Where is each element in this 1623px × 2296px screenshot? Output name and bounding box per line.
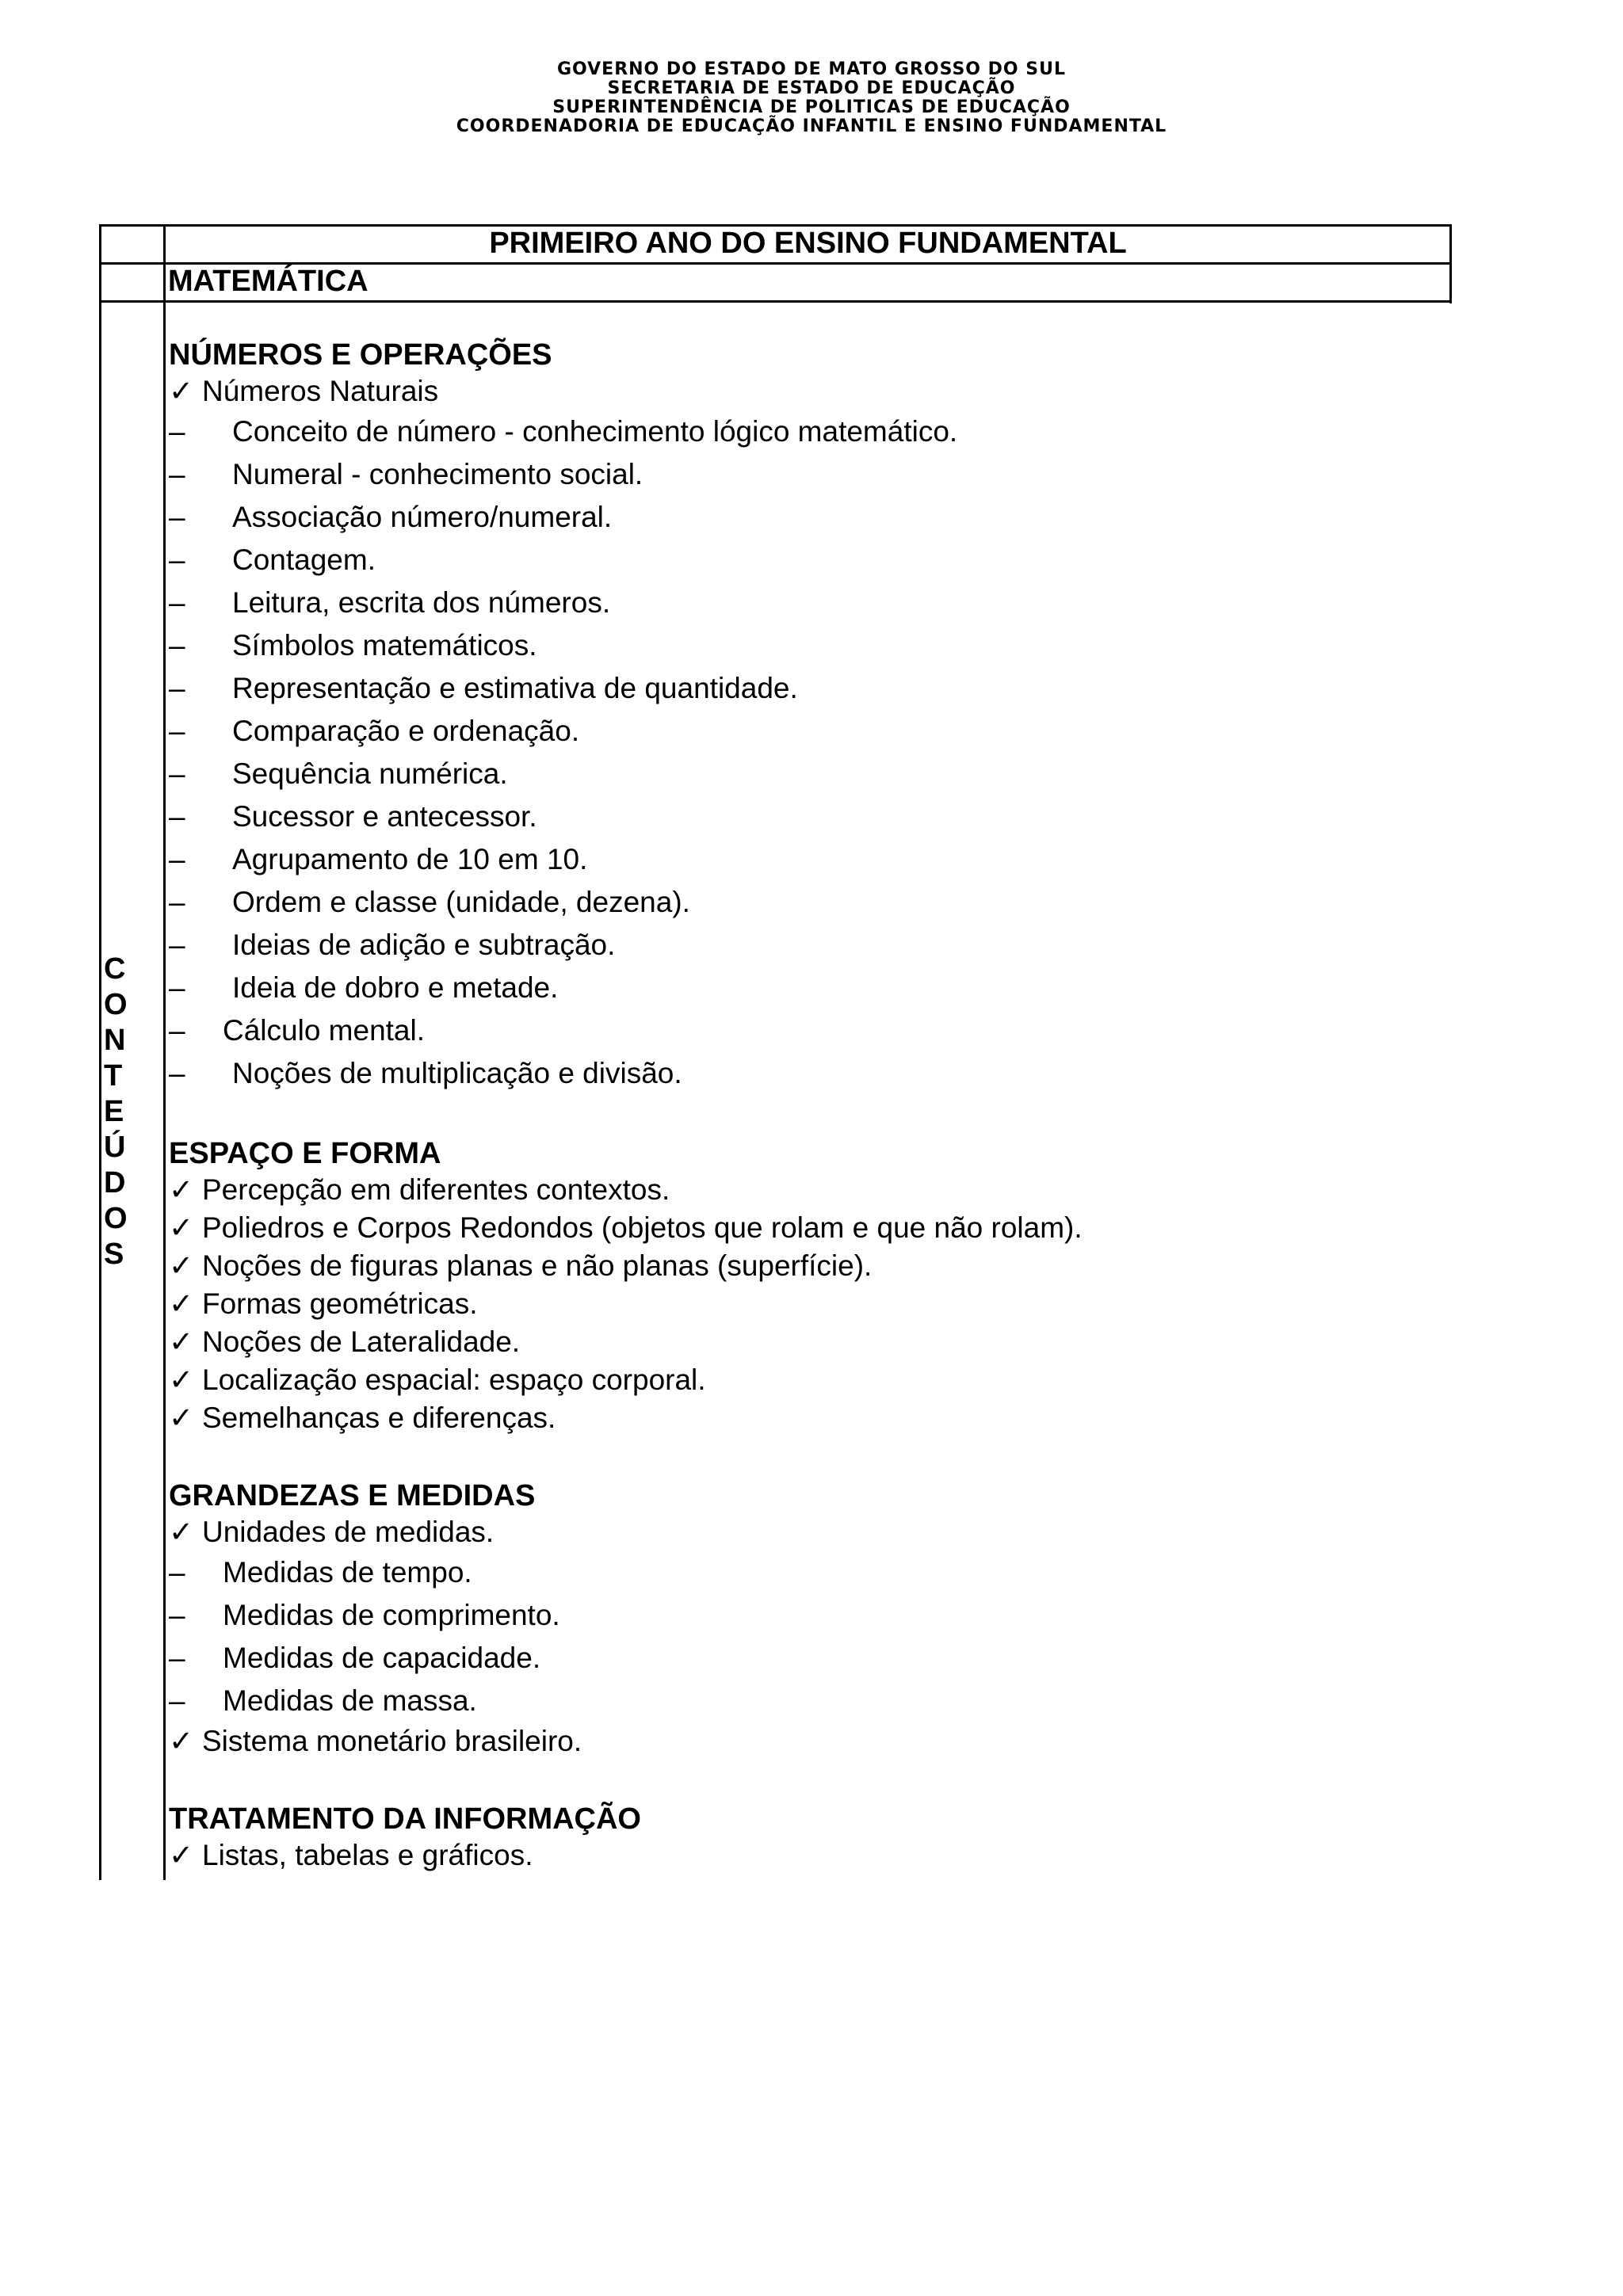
dash-icon: – [169,929,185,961]
subject-heading: MATEMÁTICA [168,265,369,298]
check-icon: ✓ [169,1325,194,1358]
dash-icon: – [169,1642,185,1674]
dash-icon: – [169,715,185,747]
section-title-tratamento: TRATAMENTO DA INFORMAÇÃO [169,1802,641,1836]
check-icon: ✓ [169,375,194,407]
dash-icon: – [169,672,185,704]
check-item [169,372,1437,410]
item-text: Cálculo mental. [223,1014,426,1047]
check-item [169,1513,1437,1551]
dash-icon: – [169,800,185,833]
dash-icon: – [169,586,185,619]
dash-item [169,1052,1437,1095]
check-item [169,1209,1437,1247]
side-letter: S [104,1238,124,1271]
check-icon: ✓ [169,1839,194,1871]
dash-icon: – [169,843,185,875]
item-text: Noções de figuras planas e não planas (superfície). [202,1249,873,1282]
dash-icon: – [169,1599,185,1631]
dash-item [169,924,1437,967]
dash-item [169,624,1437,667]
item-text: Unidades de medidas. [202,1516,495,1548]
item-text: Numeral - conhecimento social. [232,458,643,490]
letterhead-line: GOVERNO DO ESTADO DE MATO GROSSO DO SUL [556,59,1067,79]
check-icon: ✓ [169,1516,194,1548]
item-text: Medidas de capacidade. [223,1642,541,1674]
side-letter: N [104,1024,126,1057]
item-text: Formas geométricas. [202,1287,478,1320]
item-text: Listas, tabelas e gráficos. [202,1839,533,1871]
check-icon: ✓ [169,1402,194,1434]
item-text: Medidas de comprimento. [223,1599,560,1631]
table-row-divider [99,300,1452,303]
side-letter: C [104,952,126,986]
item-text: Sucessor e antecessor. [232,800,537,833]
side-label-conteudos [104,952,159,1272]
check-icon: ✓ [169,1363,194,1396]
letterhead-line: COORDENADORIA DE EDUCAÇÃO INFANTIL E ENSINO FUNDAMENTAL [456,116,1167,136]
curriculum-table [99,224,1452,1880]
dash-icon: – [169,501,185,533]
item-text: Associação número/numeral. [232,501,613,533]
item-text: Contagem. [232,543,376,576]
letterhead-line: SUPERINTENDÊNCIA DE POLITICAS DE EDUCAÇÃO [552,97,1071,117]
check-icon: ✓ [169,1211,194,1244]
dash-item [169,795,1437,838]
check-item [169,1171,1437,1209]
dash-icon: – [169,1684,185,1717]
check-item [169,1285,1437,1323]
dash-item [169,1637,1437,1680]
item-text: Sistema monetário brasileiro. [202,1725,582,1757]
item-text: Noções de Lateralidade. [202,1325,521,1358]
side-letter: Ú [104,1131,126,1164]
dash-icon: – [169,415,185,448]
dash-item [169,838,1437,881]
item-text: Comparação e ordenação. [232,715,580,747]
section-title-numeros: NÚMEROS E OPERAÇÕES [169,338,552,372]
dash-icon: – [169,971,185,1004]
dash-item [169,1009,1437,1052]
check-item [169,1323,1437,1361]
dash-item [169,1680,1437,1722]
item-text: Ideias de adição e subtração. [232,929,616,961]
dash-icon: – [169,1014,185,1047]
check-item [169,1361,1437,1399]
section-title-grandezas: GRANDEZAS E MEDIDAS [169,1479,536,1512]
check-icon: ✓ [169,1249,194,1282]
check-item [169,1836,1437,1875]
dash-icon: – [169,458,185,490]
side-letter: O [104,1202,128,1235]
content-list [169,338,1437,1875]
item-text: Localização espacial: espaço corporal. [202,1363,706,1396]
item-text: Agrupamento de 10 em 10. [232,843,588,875]
item-text: Medidas de tempo. [223,1556,472,1589]
side-letter: E [104,1095,124,1128]
item-text: Números Naturais [202,375,439,407]
side-letter: O [104,988,128,1021]
table-left-border [99,224,101,1880]
section-title-espaco: ESPAÇO E FORMA [169,1137,441,1170]
side-letter: T [104,1059,123,1093]
item-text: Medidas de massa. [223,1684,477,1717]
check-icon: ✓ [169,1173,194,1206]
item-text: Semelhanças e diferenças. [202,1402,556,1434]
letterhead-line: SECRETARIA DE ESTADO DE EDUCAÇÃO [607,78,1016,98]
item-text: Poliedros e Corpos Redondos (objetos que rolam e que não rolam). [202,1211,1083,1244]
check-item [169,1399,1437,1437]
check-icon: ✓ [169,1725,194,1757]
item-text: Percepção em diferentes contextos. [202,1173,670,1206]
dash-item [169,496,1437,539]
item-text: Sequência numérica. [232,757,508,790]
dash-item [169,1551,1437,1594]
check-item [169,1247,1437,1285]
item-text: Leitura, escrita dos números. [232,586,611,619]
item-text: Símbolos matemáticos. [232,629,537,662]
dash-icon: – [169,1057,185,1089]
dash-icon: – [169,629,185,662]
dash-item [169,539,1437,582]
check-icon: ✓ [169,1287,194,1320]
dash-item [169,410,1437,453]
item-text: Ordem e classe (unidade, dezena). [232,886,690,918]
item-text: Representação e estimativa de quantidade. [232,672,798,704]
dash-item [169,667,1437,710]
dash-icon: – [169,886,185,918]
table-column-divider [163,224,166,1880]
dash-item [169,753,1437,795]
table-title: PRIMEIRO ANO DO ENSINO FUNDAMENTAL [489,227,1127,260]
item-text: Ideia de dobro e metade. [232,971,559,1004]
side-letter: D [104,1166,126,1199]
dash-item [169,453,1437,496]
dash-icon: – [169,1556,185,1589]
item-text: Noções de multiplicação e divisão. [232,1057,682,1089]
dash-icon: – [169,757,185,790]
dash-item [169,710,1437,753]
letterhead [0,60,1623,136]
dash-item [169,1594,1437,1637]
dash-icon: – [169,543,185,576]
dash-item [169,582,1437,624]
check-item [169,1722,1437,1760]
item-text: Conceito de número - conhecimento lógico matemático. [232,415,958,448]
dash-item [169,967,1437,1009]
dash-item [169,881,1437,924]
